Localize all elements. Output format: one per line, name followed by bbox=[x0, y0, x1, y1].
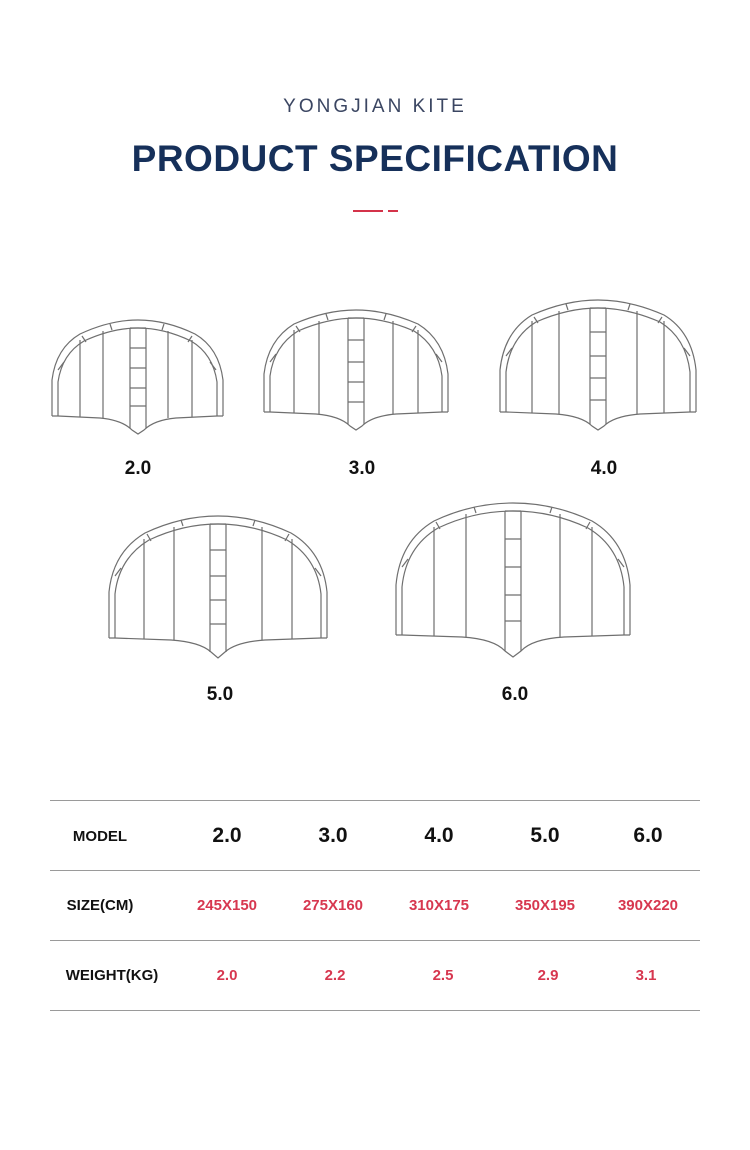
table-cell: 3.0 bbox=[318, 824, 348, 847]
kite-label: 3.0 bbox=[348, 458, 376, 479]
table-cell: 2.0 bbox=[212, 824, 242, 847]
kite-outline-icon bbox=[50, 318, 225, 436]
kite-illustration-5-0 bbox=[107, 514, 329, 660]
title-accent bbox=[353, 210, 398, 212]
row-header-size: SIZE(CM) bbox=[66, 897, 134, 914]
kite-label: 6.0 bbox=[501, 684, 529, 705]
row-header-model: MODEL bbox=[72, 828, 128, 845]
table-cell: 275X160 bbox=[302, 897, 364, 914]
table-cell: 2.0 bbox=[216, 967, 238, 984]
kite-label: 2.0 bbox=[124, 458, 152, 479]
table-cell: 3.1 bbox=[635, 967, 657, 984]
table-cell: 2.2 bbox=[324, 967, 346, 984]
table-cell: 2.5 bbox=[432, 967, 454, 984]
accent-bar-long bbox=[353, 210, 383, 212]
table-row-weight bbox=[50, 941, 700, 1011]
kite-outline-icon bbox=[394, 501, 632, 661]
accent-bar-short bbox=[388, 210, 398, 212]
spec-table bbox=[50, 800, 700, 1011]
kite-illustration-4-0 bbox=[498, 298, 698, 432]
table-cell: 350X195 bbox=[514, 897, 576, 914]
table-cell: 5.0 bbox=[530, 824, 560, 847]
kite-outline-icon bbox=[262, 308, 450, 432]
table-row-size bbox=[50, 871, 700, 941]
table-cell: 2.9 bbox=[537, 967, 559, 984]
table-row-model bbox=[50, 801, 700, 871]
kite-illustration-6-0 bbox=[394, 501, 632, 661]
kite-label: 4.0 bbox=[590, 458, 618, 479]
brand-name: YONGJIAN KITE bbox=[283, 96, 467, 117]
kite-outline-icon bbox=[107, 514, 329, 660]
kite-illustration-3-0 bbox=[262, 308, 450, 432]
kite-label: 5.0 bbox=[206, 684, 234, 705]
table-cell: 245X150 bbox=[196, 897, 258, 914]
table-cell: 4.0 bbox=[424, 824, 454, 847]
table-cell: 6.0 bbox=[633, 824, 663, 847]
table-cell: 390X220 bbox=[617, 897, 679, 914]
kite-outline-icon bbox=[498, 298, 698, 432]
page-title: PRODUCT SPECIFICATION bbox=[131, 138, 619, 179]
row-header-weight: WEIGHT(KG) bbox=[65, 967, 159, 984]
kite-illustration-2-0 bbox=[50, 318, 225, 436]
table-cell: 310X175 bbox=[408, 897, 470, 914]
